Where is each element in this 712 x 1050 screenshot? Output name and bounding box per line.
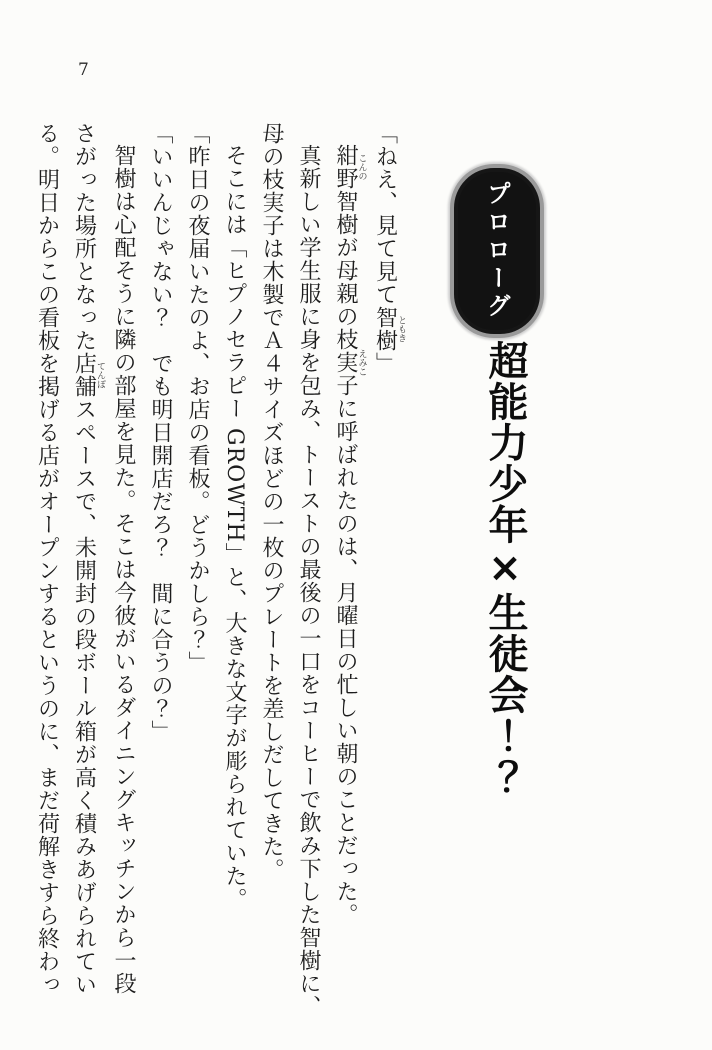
text-line: 母の枝実子は木製でＡ４サイズほどの一枚のプレートを差しだしてきた。 <box>259 122 284 881</box>
prologue-badge-label: プロローグ <box>482 181 511 321</box>
text-line: る。明日からこの看板を掲げる店がオープンするというのに、まだ荷解きすら終わっ <box>34 122 60 996</box>
text-line: 「昨日の夜届いたのよ、お店の看板。どうかしら？」 <box>185 122 210 674</box>
chapter-title: 超能力少年×生徒会！？ <box>482 340 528 797</box>
prologue-badge <box>454 168 540 334</box>
text-line: そこには「ヒプノセラピー GROWTH」と、大きな文字が彫られていた。 <box>222 144 247 911</box>
text-line: 智樹は心配そうに隣の部屋を見た。そこは今彼がいるダイニングキッチンから一段 <box>111 144 136 995</box>
page-number: 7 <box>78 60 89 80</box>
text-line: 真新しい学生服に身を包み、トーストの最後の一口をコーヒーで飲み下した智樹に、 <box>296 144 321 1018</box>
text-line: さがった場所となった店舗てんぽスペースで、未開封の段ボール箱が高く積みあげられてい <box>71 122 105 996</box>
text-line: 「ねえ、見て見て智樹ともき」 <box>372 122 406 375</box>
text-line: 「いいんじゃない？ でも明日開店だろ？ 間に合うの？」 <box>148 122 173 743</box>
text-line: 紺野こんの智樹が母親の枝実子えみこに呼ばれたのは、月曜日の忙しい朝のことだった。 <box>333 144 367 926</box>
body-text <box>34 122 406 1018</box>
